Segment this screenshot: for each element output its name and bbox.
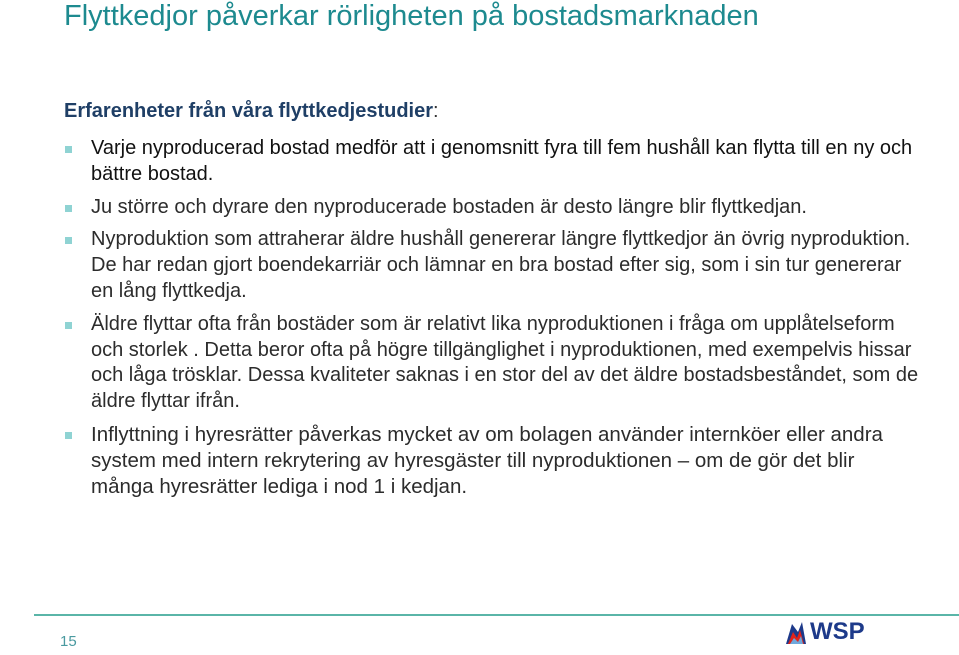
logo-text: WSP — [810, 618, 865, 645]
bullet-text: Ju större och dyrare den nyproducerade bostaden är desto längre blir flyttkedjan. — [91, 195, 807, 218]
subheading-colon: : — [433, 100, 439, 122]
subheading-bold: Erfarenheter från våra flyttkedjestudier — [64, 100, 434, 122]
bullet-square-icon — [65, 237, 72, 244]
bullet-item — [64, 195, 920, 221]
bullet-text: Inflyttning i hyresrätter påverkas mycket av om bolagen använder internköer eller andra system med intern rekrytering av hyresgäster till nyproduktionen – om de gör det blir många hyresrätter lediga i nod 1 i kedjan. — [91, 422, 883, 498]
bullet-text: Nyproduktion som attraherar äldre hushåll genererar längre flyttkedjor än övrig nyproduktion. De har redan gjort boendekarriär och lämnar en bra bostad efter sig, som i sin tur genererar en lång flyttkedja. — [91, 228, 911, 302]
logo-mark-icon — [786, 622, 806, 644]
bullet-item — [64, 422, 920, 499]
bullet-square-icon — [65, 322, 72, 329]
subheading — [64, 98, 439, 124]
bullet-item — [64, 312, 920, 415]
page-number: 15 — [60, 633, 77, 650]
bullet-list — [64, 136, 920, 506]
slide-title: Flyttkedjor påverkar rörligheten på bostadsmarknaden — [64, 0, 759, 32]
bullet-square-icon — [65, 205, 72, 212]
bullet-item — [64, 227, 920, 304]
wsp-logo — [784, 614, 884, 646]
bullet-text: Varje nyproducerad bostad medför att i genomsnitt fyra till fem hushåll kan flytta till en ny och bättre bostad. — [91, 137, 913, 185]
bullet-square-icon — [65, 146, 72, 153]
bullet-item — [64, 136, 920, 188]
bullet-text: Äldre flyttar ofta från bostäder som är relativt lika nyproduktionen i fråga om upplåtelseform och storlek . Detta beror ofta på högre tillgänglighet i nyproduktionen, med exempelvis hissar och låga trösklar. Dessa kvaliteter saknas i en stor del av det äldre bostadsbeståndet, som de äldre flyttar ifrån. — [91, 312, 919, 413]
bullet-square-icon — [65, 432, 72, 439]
